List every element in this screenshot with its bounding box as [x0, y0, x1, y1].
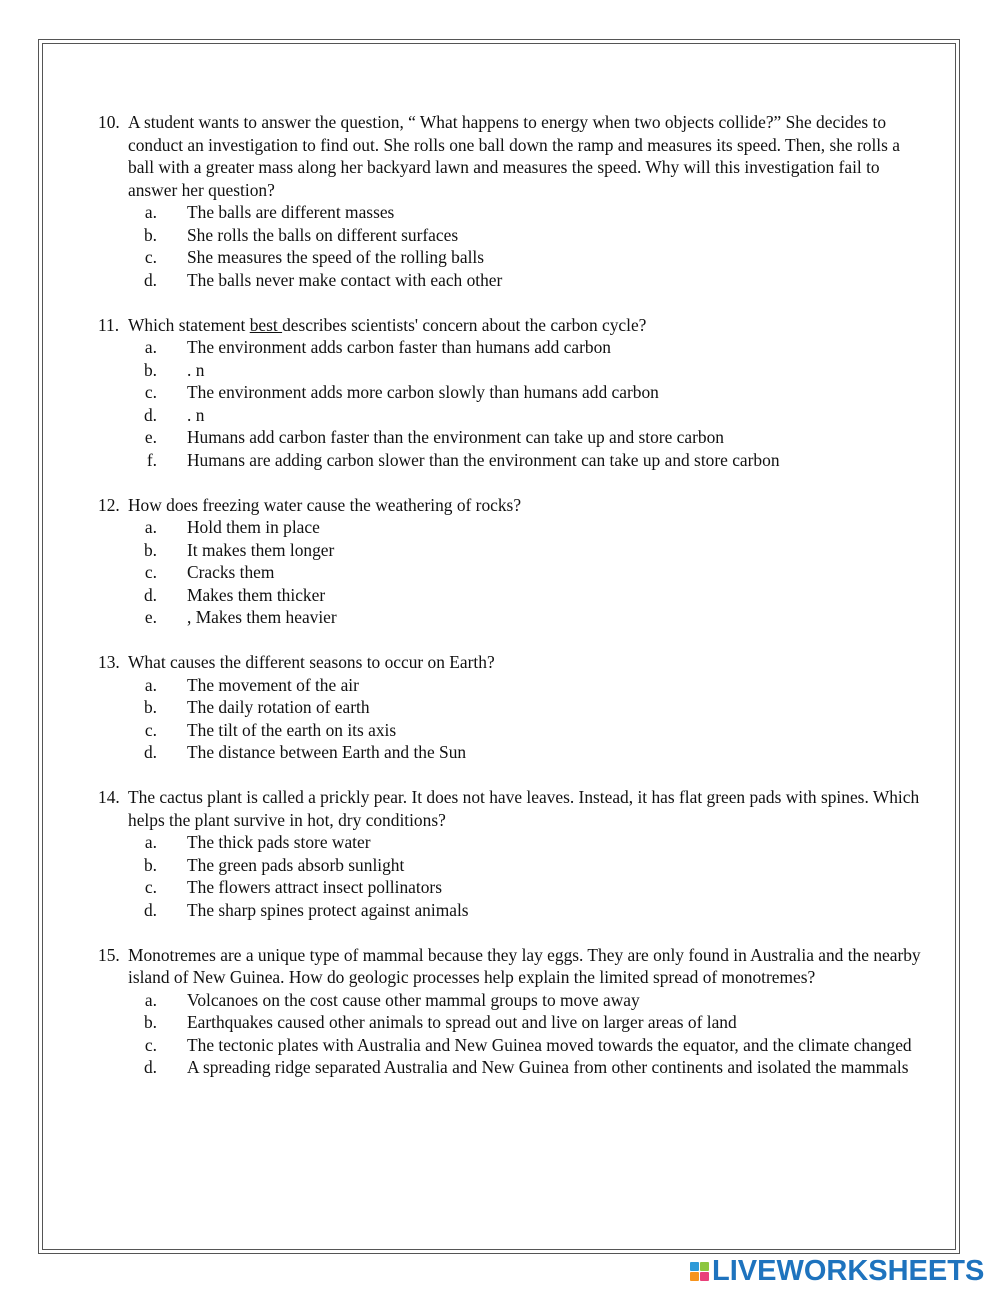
option-text: The tilt of the earth on its axis [187, 719, 397, 740]
option-letter: a. [144, 832, 157, 852]
option-letter: c. [144, 877, 157, 897]
answer-option[interactable] [98, 1034, 928, 1057]
option-letter: c. [144, 562, 157, 582]
option-letter: b. [143, 854, 157, 875]
answer-option[interactable] [98, 404, 928, 427]
question-text: The cactus plant is called a prickly pear. It does not have leaves. Instead, it has flat green pads with spines. Which helps the plant survive in hot, dry conditions? [128, 787, 920, 830]
question-number: 12. [98, 494, 120, 515]
logo-square-green [700, 1262, 709, 1271]
option-letter: d. [143, 404, 157, 425]
answer-option[interactable] [98, 449, 928, 472]
answer-option[interactable] [98, 606, 928, 629]
answer-option[interactable] [98, 1056, 928, 1079]
question-12 [98, 494, 928, 629]
answer-option[interactable] [98, 831, 928, 854]
liveworksheets-logo-icon [690, 1262, 709, 1281]
question-number: 11. [98, 314, 120, 335]
option-letter: b. [143, 359, 157, 380]
question-text: How does freezing water cause the weathering of rocks? [128, 494, 522, 515]
option-text: The flowers attract insect pollinators [187, 877, 442, 897]
option-text: The environment adds carbon faster than humans add carbon [187, 337, 611, 357]
underlined-word: best [249, 314, 283, 335]
answer-option[interactable] [98, 1011, 928, 1034]
option-letter: d. [143, 1057, 157, 1077]
question-number: 15. [98, 944, 120, 965]
option-letter: c. [144, 247, 157, 267]
answer-option[interactable] [98, 561, 928, 584]
answer-option[interactable] [98, 336, 928, 359]
logo-square-pink [700, 1272, 709, 1281]
option-text: Cracks them [187, 562, 275, 582]
option-letter: c. [144, 719, 157, 740]
answer-option[interactable] [98, 876, 928, 899]
option-letter: d. [143, 899, 157, 920]
option-text: The thick pads store water [187, 832, 371, 852]
option-text: The tectonic plates with Australia and New Guinea moved towards the equator, and the climate changed [187, 1034, 912, 1055]
question-number: 13. [98, 652, 120, 672]
question-14 [98, 786, 928, 921]
option-text: She rolls the balls on different surfaces [187, 224, 459, 245]
option-letter: a. [144, 202, 157, 222]
answer-option[interactable] [98, 201, 928, 224]
option-letter: d. [143, 269, 157, 290]
option-text: , Makes them heavier [187, 607, 337, 627]
answer-option[interactable] [98, 584, 928, 607]
option-text: The distance between Earth and the Sun [187, 742, 467, 762]
answer-option[interactable] [98, 899, 928, 922]
answer-option[interactable] [98, 224, 928, 247]
answer-option[interactable] [98, 989, 928, 1012]
answer-option[interactable] [98, 741, 928, 764]
option-text: A spreading ridge separated Australia and New Guinea from other continents and isolated the mammals [187, 1057, 909, 1077]
option-letter: d. [143, 742, 157, 762]
option-text: Earthquakes caused other animals to spread out and live on larger areas of land [187, 1012, 737, 1032]
question-text-start: Which statement [128, 314, 250, 335]
answer-option[interactable] [98, 696, 928, 719]
answer-option[interactable] [98, 516, 928, 539]
question-text: A student wants to answer the question, “ What happens to energy when two objects collide?” She decides to conduct an investigation to find out. She rolls one ball down the ramp and measures its speed. Then, she rolls a ball with a greater mass along her backyard lawn and measures the speed. Why will this investigation fail to answer her question? [128, 112, 900, 200]
option-letter: c. [144, 382, 157, 402]
option-text: She measures the speed of the rolling balls [187, 247, 485, 267]
option-text: Humans add carbon faster than the environment can take up and store carbon [187, 427, 724, 447]
question-number: 14. [98, 787, 120, 807]
option-text: . n [187, 404, 205, 425]
option-text: The balls never make contact with each other [187, 269, 503, 290]
option-letter: c. [144, 1034, 157, 1055]
answer-option[interactable] [98, 381, 928, 404]
option-text: Humans are adding carbon slower than the environment can take up and store carbon [187, 449, 780, 470]
question-text-end: describes scientists' concern about the carbon cycle? [282, 314, 647, 335]
answer-option[interactable] [98, 719, 928, 742]
answer-option[interactable] [98, 426, 928, 449]
option-letter: a. [144, 674, 157, 695]
option-letter: b. [143, 224, 157, 245]
option-text: The daily rotation of earth [187, 697, 370, 717]
option-letter: a. [144, 517, 157, 537]
option-text: Volcanoes on the cost cause other mammal groups to move away [187, 989, 640, 1010]
option-letter: b. [143, 1012, 157, 1032]
option-text: It makes them longer [187, 539, 335, 560]
option-letter: e. [144, 607, 157, 627]
option-text: The balls are different masses [187, 202, 395, 222]
question-13 [98, 651, 928, 764]
answer-option[interactable] [98, 854, 928, 877]
logo-square-blue [690, 1262, 699, 1271]
option-letter: b. [143, 697, 157, 717]
question-15 [98, 944, 928, 1079]
option-letter: a. [144, 989, 157, 1010]
option-letter: a. [144, 337, 157, 357]
option-text: . n [187, 359, 205, 380]
question-11 [98, 314, 928, 472]
question-number: 10. [98, 112, 120, 132]
question-text: What causes the different seasons to occur on Earth? [128, 652, 495, 672]
liveworksheets-brand[interactable] [690, 1254, 985, 1287]
answer-option[interactable] [98, 539, 928, 562]
option-text: Makes them thicker [187, 584, 326, 605]
option-text: The environment adds more carbon slowly than humans add carbon [187, 382, 659, 402]
worksheet-content [98, 111, 928, 1101]
question-text: Monotremes are a unique type of mammal because they lay eggs. They are only found in Australia and the nearby island of New Guinea. How do geologic processes help explain the limited spread of monotremes? [128, 944, 921, 987]
option-letter: d. [143, 584, 157, 605]
answer-option[interactable] [98, 246, 928, 269]
option-letter: b. [143, 539, 157, 560]
question-10 [98, 111, 928, 291]
option-letter: f. [146, 449, 157, 470]
option-text: Hold them in place [187, 517, 320, 537]
option-letter: e. [144, 427, 157, 447]
brand-wordmark: LIVEWORKSHEETS [712, 1254, 985, 1287]
option-text: The green pads absorb sunlight [187, 854, 405, 875]
question-text [128, 314, 928, 337]
logo-square-orange [690, 1272, 699, 1281]
option-text: The movement of the air [187, 674, 359, 695]
option-text: The sharp spines protect against animals [187, 899, 469, 920]
answer-option[interactable] [98, 674, 928, 697]
answer-option[interactable] [98, 359, 928, 382]
answer-option[interactable] [98, 269, 928, 292]
